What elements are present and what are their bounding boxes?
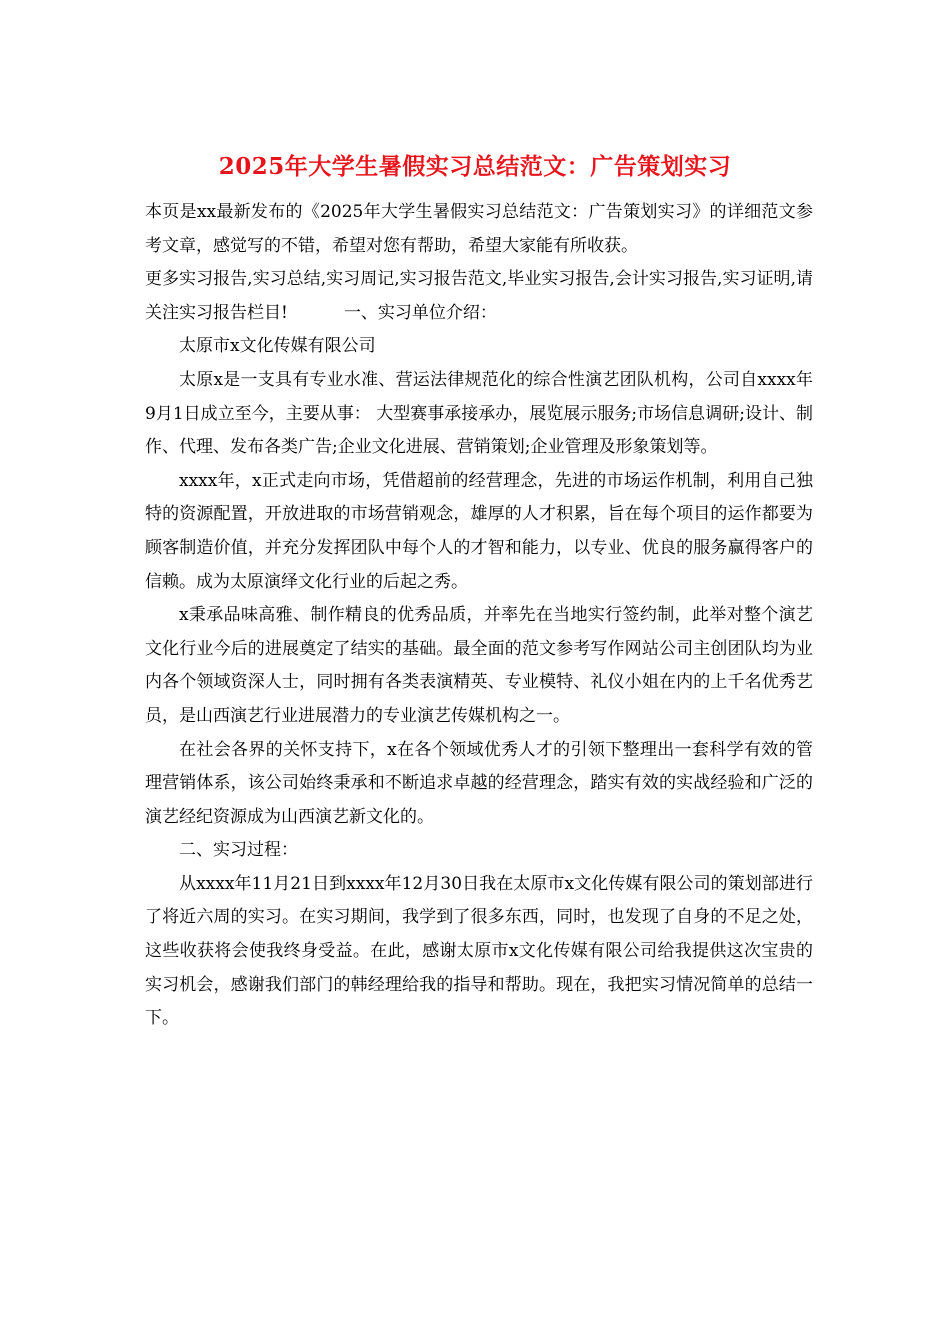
process-paragraph: 从xxxx年11月21日到xxxx年12月30日我在太原市x文化传媒有限公司的策划部进行了将近六周的实习。在实习期间，我学到了很多东西，同时，也发现了自身的不足之处，这些收获将会使我终身受益。在此，感谢太原市x文化传媒有限公司给我提供这次宝贵的实习机会，感谢我们部门的韩经理给我的指导和帮助。现在，我把实习情况简单的总结一下。 bbox=[145, 873, 813, 1029]
page-title: 2025年大学生暑假实习总结范文：广告策划实习 bbox=[218, 153, 732, 180]
intro-paragraph: 本页是xx最新发布的《2025年大学生暑假实习总结范文：广告策划实习》的详细范文参考文章，感觉写的不错，希望对您有帮助，希望大家能有所收获。 bbox=[145, 202, 813, 256]
body-paragraph: 太原x是一支具有专业水准、营运法律规范化的综合性演艺团队机构，公司自xxxx年9月1日成立至今，主要从事： 大型赛事承接承办，展览展示服务;市场信息调研;设计、制作、代理、发布各类广告;企业文化进展、营销策划;企业管理及形象策划等。 bbox=[145, 369, 813, 458]
more-links-text: 更多实习报告,实习总结,实习周记,实习报告范文,毕业实习报告,会计实习报告,实习证明,请关注实习报告栏目! bbox=[145, 269, 813, 323]
more-links-paragraph bbox=[145, 263, 813, 330]
section1-heading: 一、实习单位介绍： bbox=[343, 302, 497, 323]
section2-heading: 二、实习过程： bbox=[179, 840, 298, 861]
document-body bbox=[145, 196, 813, 1036]
body-paragraph: xxxx年，x正式走向市场，凭借超前的经营理念，先进的市场运作机制，利用自己独特的资源配置，开放进取的市场营销观念，雄厚的人才积累，旨在每个项目的运作都要为顾客制造价值，并充分发挥团队中每个人的才智和能力，以专业、优良的服务赢得客户的信赖。成为太原演绎文化行业的后起之秀。 bbox=[145, 470, 813, 592]
body-paragraph: 在社会各界的关怀支持下，x在各个领域优秀人才的引领下整理出一套科学有效的管理营销体系，该公司始终秉承和不断追求卓越的经营理念，踏实有效的实战经验和广泛的演艺经纪资源成为山西演艺新文化的。 bbox=[145, 739, 813, 827]
company-name: 太原市x文化传媒有限公司 bbox=[179, 336, 376, 357]
body-paragraph: x秉承品味高雅、制作精良的优秀品质，并率先在当地实行签约制，此举对整个演艺文化行业今后的进展奠定了结实的基础。最全面的范文参考写作网站公司主创团队均为业内各个领域资深人士，同时拥有各类表演精英、专业模特、礼仪小姐在内的上千名优秀艺员，是山西演艺行业进展潜力的专业演艺传媒机构之一。 bbox=[145, 605, 813, 726]
